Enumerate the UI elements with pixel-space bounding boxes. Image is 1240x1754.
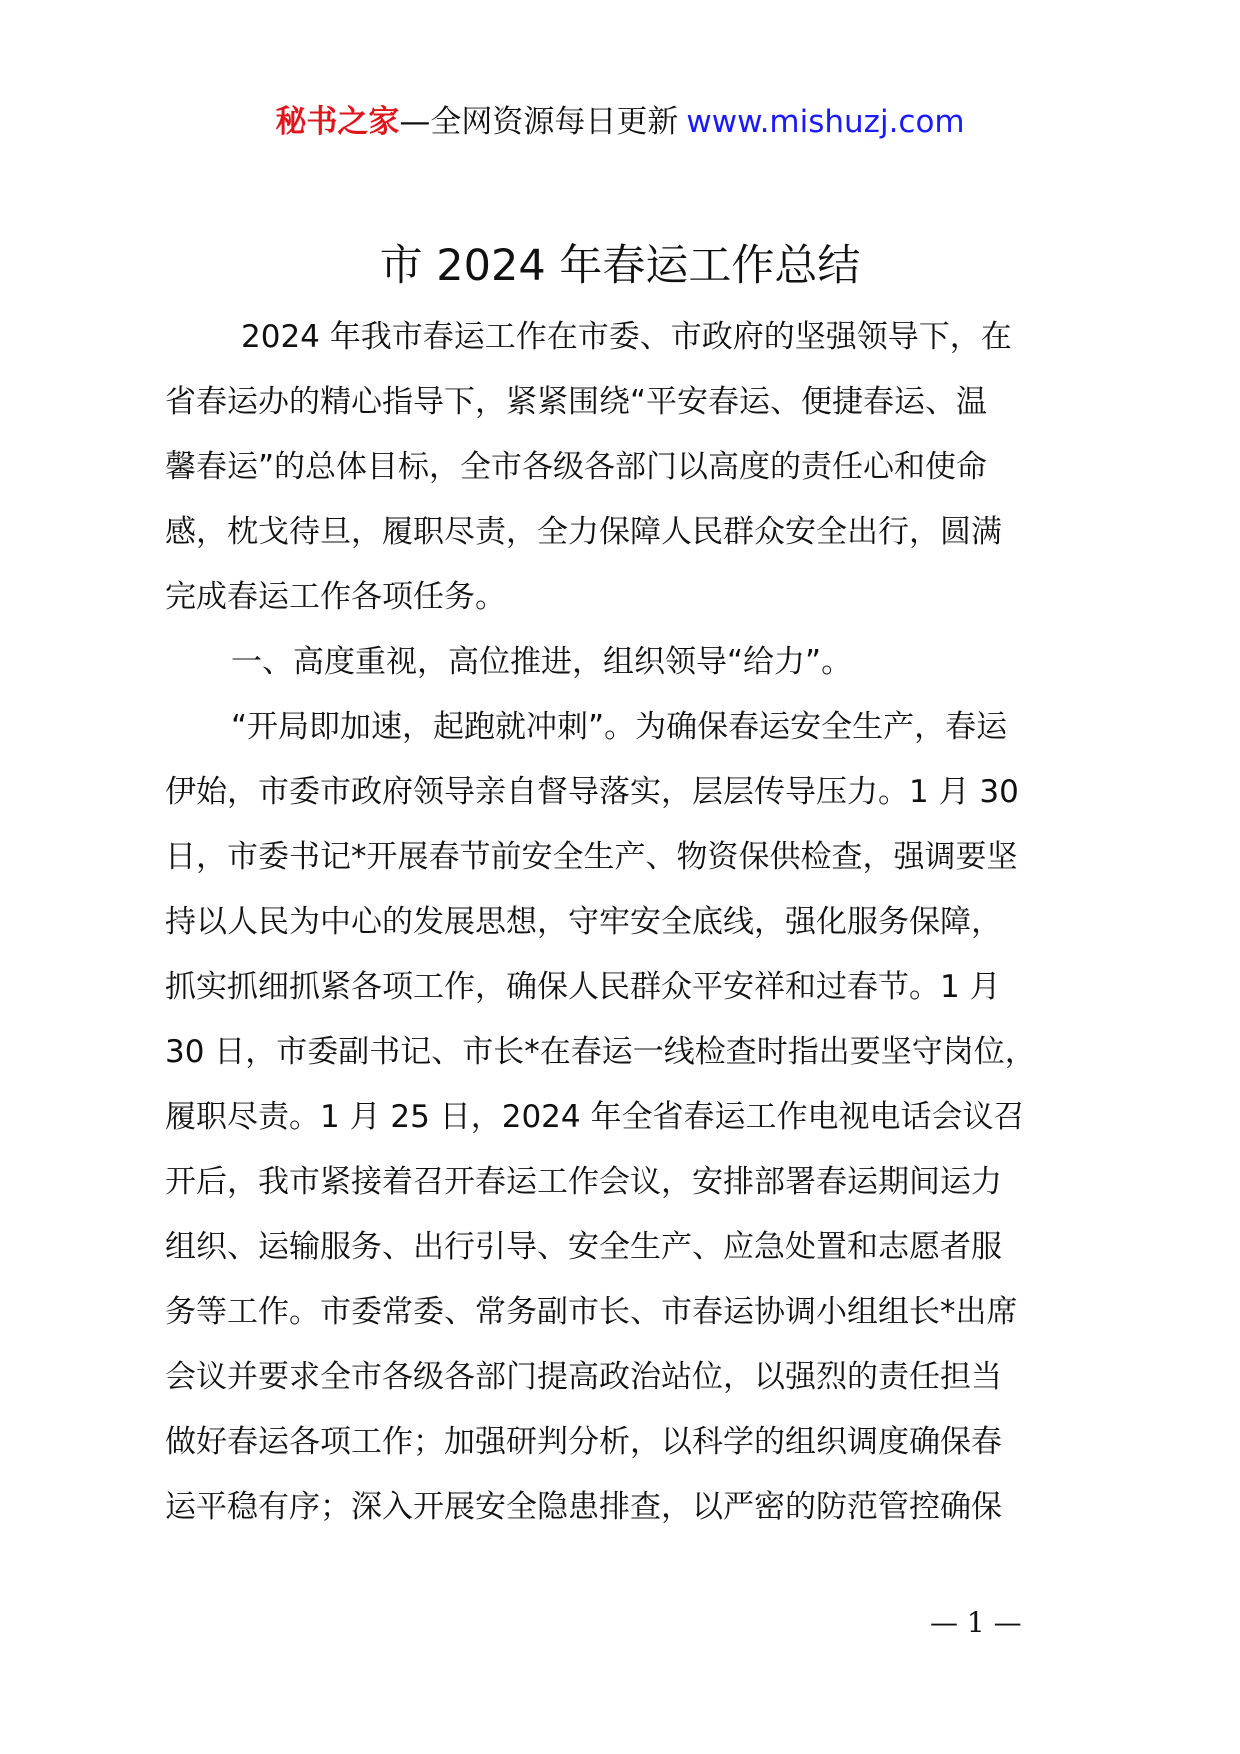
paragraph-line: 会议并要求全市各级各部门提高政治站位，以强烈的责任担当 (165, 1359, 1002, 1395)
paragraph-line: 伊始，市委市政府领导亲自督导落实，层层传导压力。1 月 30 (165, 774, 1019, 810)
paragraph-line: 感，枕戈待旦，履职尽责，全力保障人民群众安全出行，圆满 (165, 514, 1002, 550)
page-number: — 1 — (930, 1606, 1022, 1639)
paragraph-line: 开后，我市紧接着召开春运工作会议，安排部署春运期间运力 (165, 1164, 1002, 1200)
document-body (165, 305, 1125, 1540)
paragraph-line: 履职尽责。1 月 25 日，2024 年全省春运工作电视电话会议召 (165, 1099, 1025, 1135)
section-heading: 一、高度重视，高位推进，组织领导“给力”。 (231, 644, 853, 680)
paragraph-line: 组织、运输服务、出行引导、安全生产、应急处置和志愿者服 (165, 1229, 1002, 1265)
paragraph-line: 省春运办的精心指导下，紧紧围绕“平安春运、便捷春运、温 (165, 384, 988, 420)
paragraph-line: 2024 年我市春运工作在市委、市政府的坚强领导下，在 (241, 319, 1012, 355)
paragraph-line: 日，市委书记*开展春节前安全生产、物资保供检查，强调要坚 (165, 839, 1018, 875)
paragraph-line: 抓实抓细抓紧各项工作，确保人民群众平安祥和过春节。1 月 (165, 969, 1001, 1005)
document-title: 市 2024 年春运工作总结 (379, 241, 861, 291)
paragraph-line: “开局即加速，起跑就冲刺”。为确保春运安全生产，春运 (231, 709, 1008, 745)
paragraph-line: 务等工作。市委常委、常务副市长、市春运协调小组组长*出席 (165, 1294, 1018, 1330)
brand-name: 秘书之家 (275, 104, 400, 140)
site-url-link[interactable]: www.mishuzj.com (686, 104, 965, 140)
header-tagline: —全网资源每日更新 (399, 104, 679, 140)
paragraph-line: 完成春运工作各项任务。 (165, 579, 506, 615)
paragraph-line: 持以人民为中心的发展思想，守牢安全底线，强化服务保障， (165, 904, 1002, 940)
paragraph-line: 做好春运各项工作；加强研判分析，以科学的组织调度确保春 (165, 1424, 1002, 1460)
paragraph-line: 馨春运”的总体目标，全市各级各部门以高度的责任心和使命 (165, 449, 988, 485)
paragraph-line: 运平稳有序；深入开展安全隐患排查，以严密的防范管控确保 (165, 1489, 1002, 1525)
site-header (0, 100, 1240, 144)
paragraph-line: 30 日，市委副书记、市长*在春运一线检查时指出要坚守岗位， (165, 1034, 1036, 1070)
